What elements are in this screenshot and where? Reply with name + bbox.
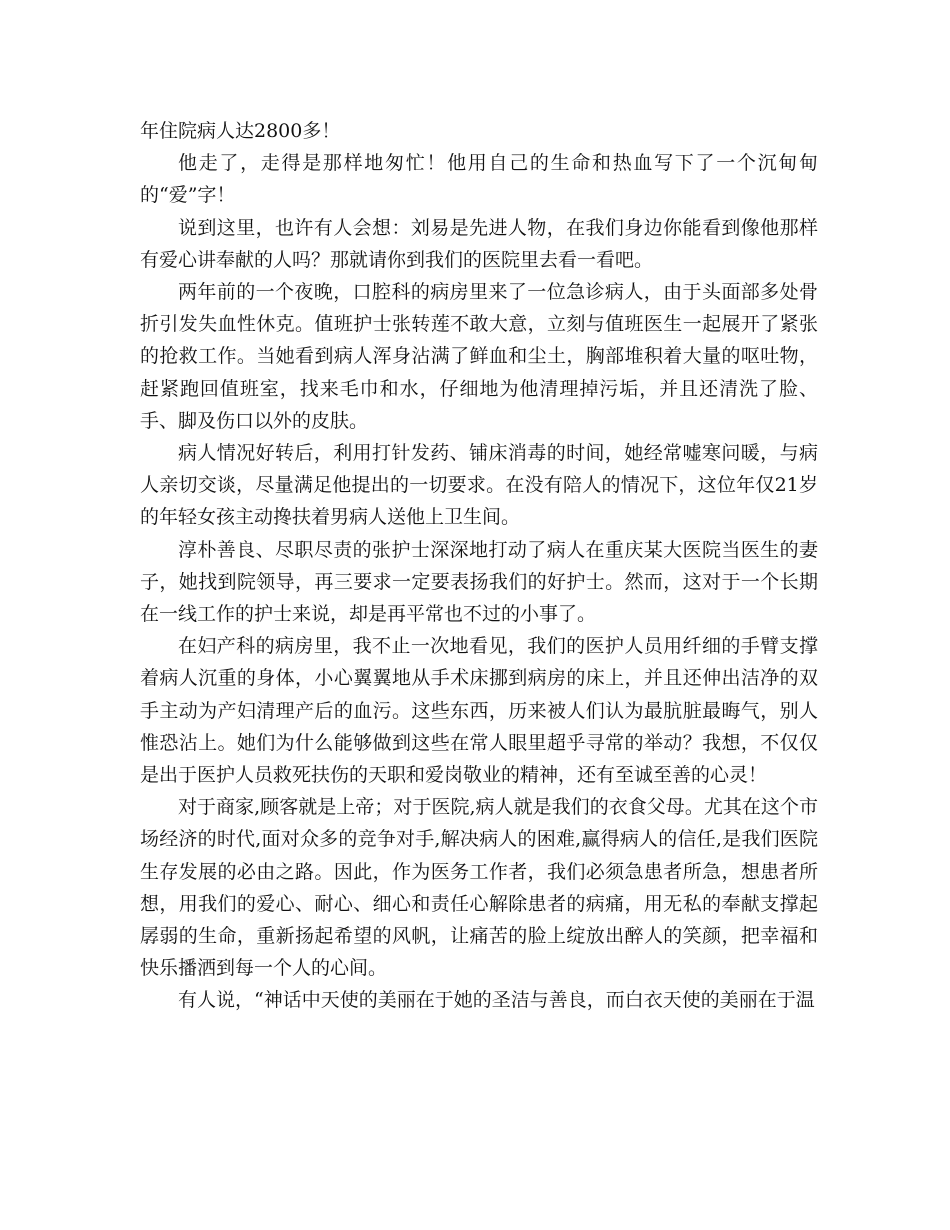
paragraph: 病人情况好转后，利用打针发药、铺床消毒的时间，她经常嘘寒问暖，与病人亲切交谈，尽量满足他提出的一切要求。在没有陪人的情况下，这位年仅21岁的年轻女孩主动搀扶着男病人送他上卫生间。 (140, 442, 818, 529)
paragraph: 对于商家,顾客就是上帝；对于医院,病人就是我们的衣食父母。尤其在这个市场经济的时代,面对众多的竞争对手,解决病人的困难,赢得病人的信任,是我们医院生存发展的必由之路。因此，作为医务工作者，我们必须急患者所急，想患者所想，用我们的爱心、耐心、细心和责任心解除患者的病痛，用无私的奉献支撑起孱弱的生命，重新扬起希望的风帆，让痛苦的脸上绽放出醉人的笑颜，把幸福和快乐播洒到每一个人的心间。 (140, 796, 818, 980)
paragraph: 年住院病人达2800多！ (140, 120, 341, 142)
paragraph: 在妇产科的病房里，我不止一次地看见，我们的医护人员用纤细的手臂支撑着病人沉重的身体，小心翼翼地从手术床挪到病房的床上，并且还伸出洁净的双手主动为产妇清理产后的血污。这些东西，历来被人们认为最肮脏最晦气，别人惟恐沾上。她们为什么能够做到这些在常人眼里超乎寻常的举动？我想，不仅仅是出于医护人员救死扶伤的天职和爱岗敬业的精神，还有至诚至善的心灵！ (140, 635, 818, 787)
paragraph: 淳朴善良、尽职尽责的张护士深深地打动了病人在重庆某大医院当医生的妻子，她找到院领导，再三要求一定要表扬我们的好护士。然而，这对于一个长期在一线工作的护士来说，却是再平常也不过的小事了。 (140, 538, 818, 626)
paragraph: 有人说，“神话中天使的美丽在于她的圣洁与善良，而白衣天使的美丽在于温 (178, 989, 815, 1012)
document-body (140, 115, 818, 1017)
paragraph: 说到这里，也许有人会想：刘易是先进人物，在我们身边你能看到像他那样有爱心讲奉献的人吗？那就请你到我们的医院里去看一看吧。 (140, 216, 818, 271)
paragraph: 他走了，走得是那样地匆忙！他用自己的生命和热血写下了一个沉甸甸的“爱”字！ (140, 152, 818, 207)
paragraph: 两年前的一个夜晚，口腔科的病房里来了一位急诊病人，由于头面部多处骨折引发失血性休克。值班护士张转莲不敢大意，立刻与值班医生一起展开了紧张的抢救工作。当她看到病人浑身沾满了鲜血和尘土，胸部堆积着大量的呕吐物，赶紧跑回值班室，找来毛巾和水，仔细地为他清理掉污垢，并且还清洗了脸、手、脚及伤口以外的皮肤。 (140, 281, 818, 432)
